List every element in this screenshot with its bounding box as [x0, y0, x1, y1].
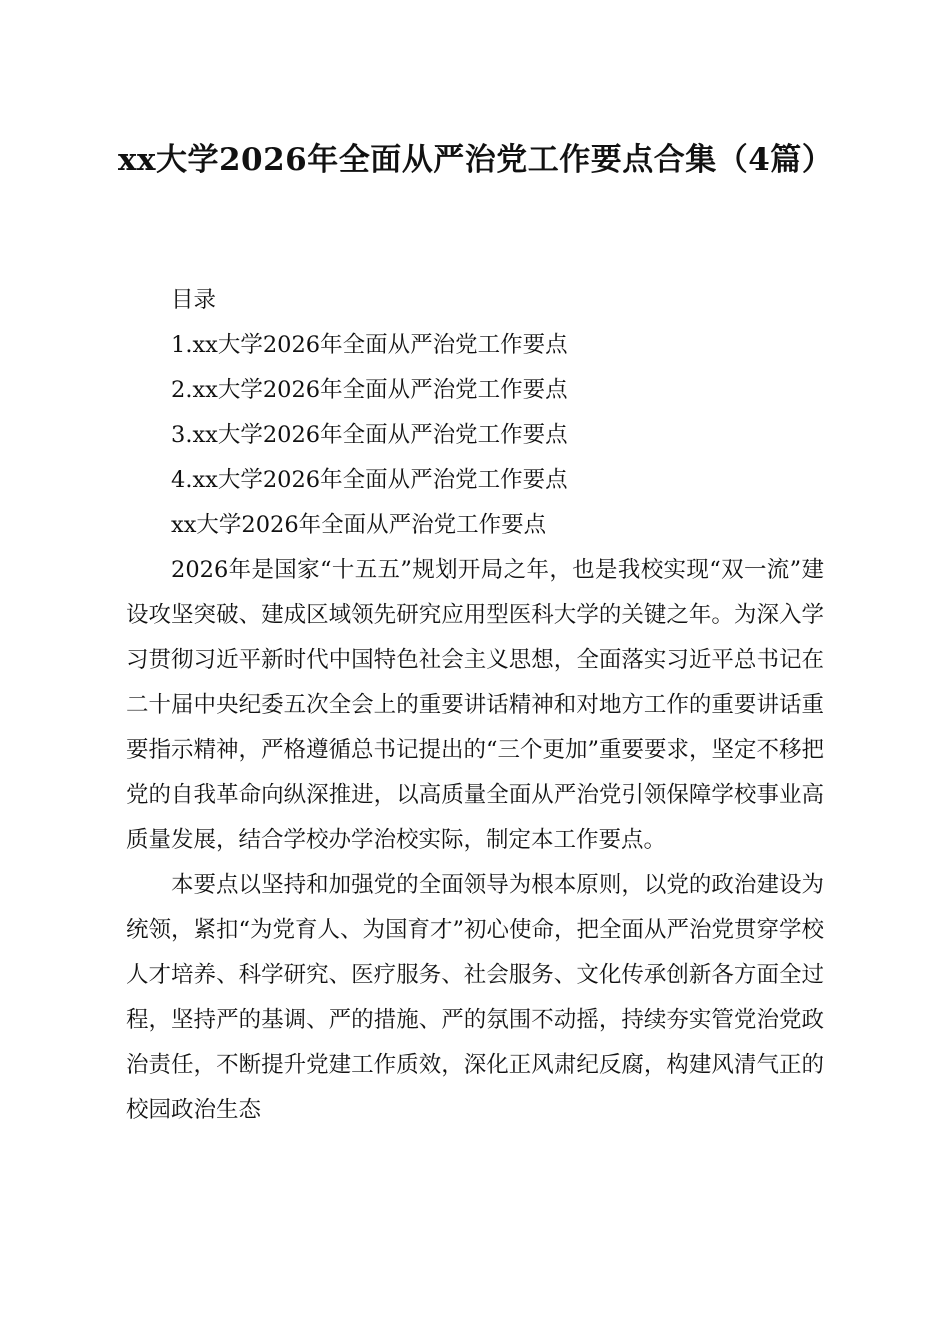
toc-heading: 目录 [171, 287, 217, 313]
toc-item-3: 3.xx大学2026年全面从严治党工作要点 [171, 422, 568, 448]
toc-item-1: 1.xx大学2026年全面从严治党工作要点 [171, 332, 568, 358]
toc-item-4: 4.xx大学2026年全面从严治党工作要点 [171, 467, 568, 493]
body-paragraph-1: 2026年是国家“十五五”规划开局之年，也是我校实现“双一流”建设攻坚突破、建成区域领先研究应用型医科大学的关键之年。为深入学习贯彻习近平新时代中国特色社会主义思想，全面落实习近平总书记在二十届中央纪委五次全会上的重要讲话精神和对地方工作的重要讲话重要指示精神，严格遵循总书记提出的“三个更加”重要要求，坚定不移把党的自我革命向纵深推进，以高质量全面从严治党引领保障学校事业高质量发展，结合学校办学治校实际，制定本工作要点。 [126, 557, 825, 853]
toc-item-2: 2.xx大学2026年全面从严治党工作要点 [171, 377, 568, 403]
document-body [126, 278, 824, 1133]
document-title: xx大学2026年全面从严治党工作要点合集（4篇） [118, 142, 834, 178]
section-heading: xx大学2026年全面从严治党工作要点 [171, 512, 547, 538]
body-paragraph-2: 本要点以坚持和加强党的全面领导为根本原则，以党的政治建设为统领，紧扣“为党育人、为国育才”初心使命，把全面从严治党贯穿学校人才培养、科学研究、医疗服务、社会服务、文化传承创新各方面全过程，坚持严的基调、严的措施、严的氛围不动摇，持续夯实管党治党政治责任，不断提升党建工作质效，深化正风肃纪反腐，构建风清气正的校园政治生态 [126, 872, 825, 1123]
